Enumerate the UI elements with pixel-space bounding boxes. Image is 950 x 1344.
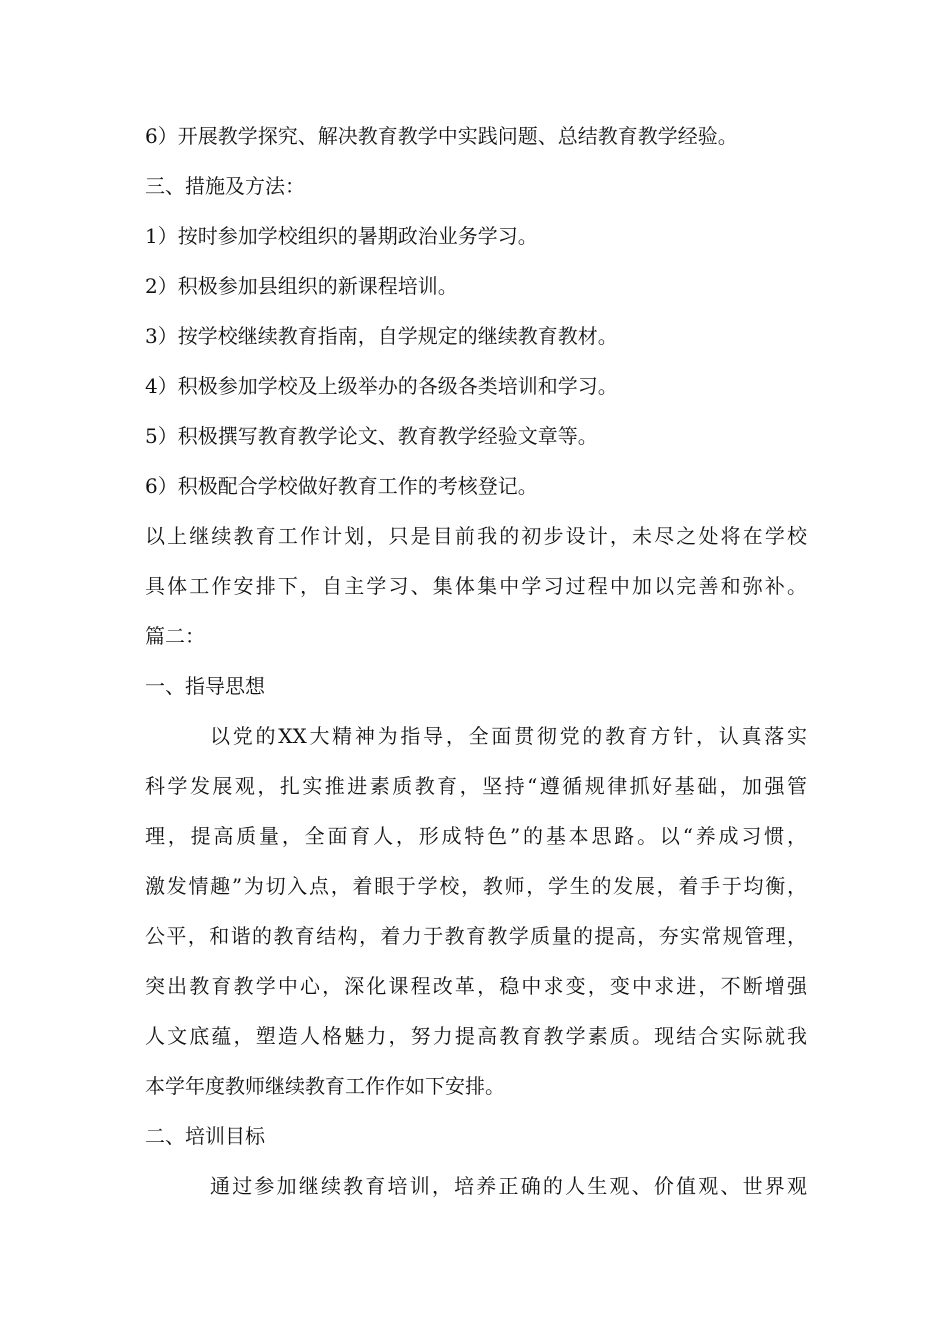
list-item-measure-5: 5）积极撰写教育教学论文、教育教学经验文章等。: [145, 424, 598, 448]
list-item-measure-2: 2）积极参加县组织的新课程培训。: [145, 274, 458, 298]
paragraph-line: 激发情趣”为切入点，着眼于学校，教师，学生的发展，着手于均衡，: [145, 874, 807, 898]
paragraph-line: 以党的XX大精神为指导，全面贯彻党的教育方针，认真落实: [210, 724, 807, 748]
list-item-goal-6: 6）开展教学探究、解决教育教学中实践问题、总结教育教学经验。: [145, 124, 738, 148]
part-heading: 篇二：: [145, 624, 205, 648]
paragraph-line: 科学发展观，扎实推进素质教育，坚持“遵循规律抓好基础，加强管: [145, 774, 807, 798]
section-heading-guiding-thought: 一、指导思想: [145, 674, 265, 698]
paragraph-line: 突出教育教学中心，深化课程改革，稳中求变，变中求进，不断增强: [145, 974, 807, 998]
paragraph-line: 具体工作安排下，自主学习、集体集中学习过程中加以完善和弥补。: [145, 574, 807, 598]
paragraph-line: 人文底蕴，塑造人格魅力，努力提高教育教学素质。现结合实际就我: [145, 1024, 807, 1048]
paragraph-line: 通过参加继续教育培训，培养正确的人生观、价值观、世界观: [210, 1174, 807, 1198]
section-heading-training-goals: 二、培训目标: [145, 1124, 265, 1148]
list-item-measure-3: 3）按学校继续教育指南，自学规定的继续教育教材。: [145, 324, 618, 348]
paragraph-line: 本学年度教师继续教育工作作如下安排。: [145, 1074, 505, 1098]
paragraph-line: 以上继续教育工作计划，只是目前我的初步设计，未尽之处将在学校: [145, 524, 807, 548]
list-item-measure-4: 4）积极参加学校及上级举办的各级各类培训和学习。: [145, 374, 618, 398]
paragraph-line: 公平，和谐的教育结构，着力于教育教学质量的提高，夯实常规管理，: [145, 924, 807, 948]
paragraph-line: 理，提高质量，全面育人，形成特色”的基本思路。以“养成习惯，: [145, 824, 807, 848]
section-heading-measures: 三、措施及方法：: [145, 174, 305, 198]
document-body: [145, 111, 807, 1211]
list-item-measure-1: 1）按时参加学校组织的暑期政治业务学习。: [145, 224, 538, 248]
list-item-measure-6: 6）积极配合学校做好教育工作的考核登记。: [145, 474, 538, 498]
